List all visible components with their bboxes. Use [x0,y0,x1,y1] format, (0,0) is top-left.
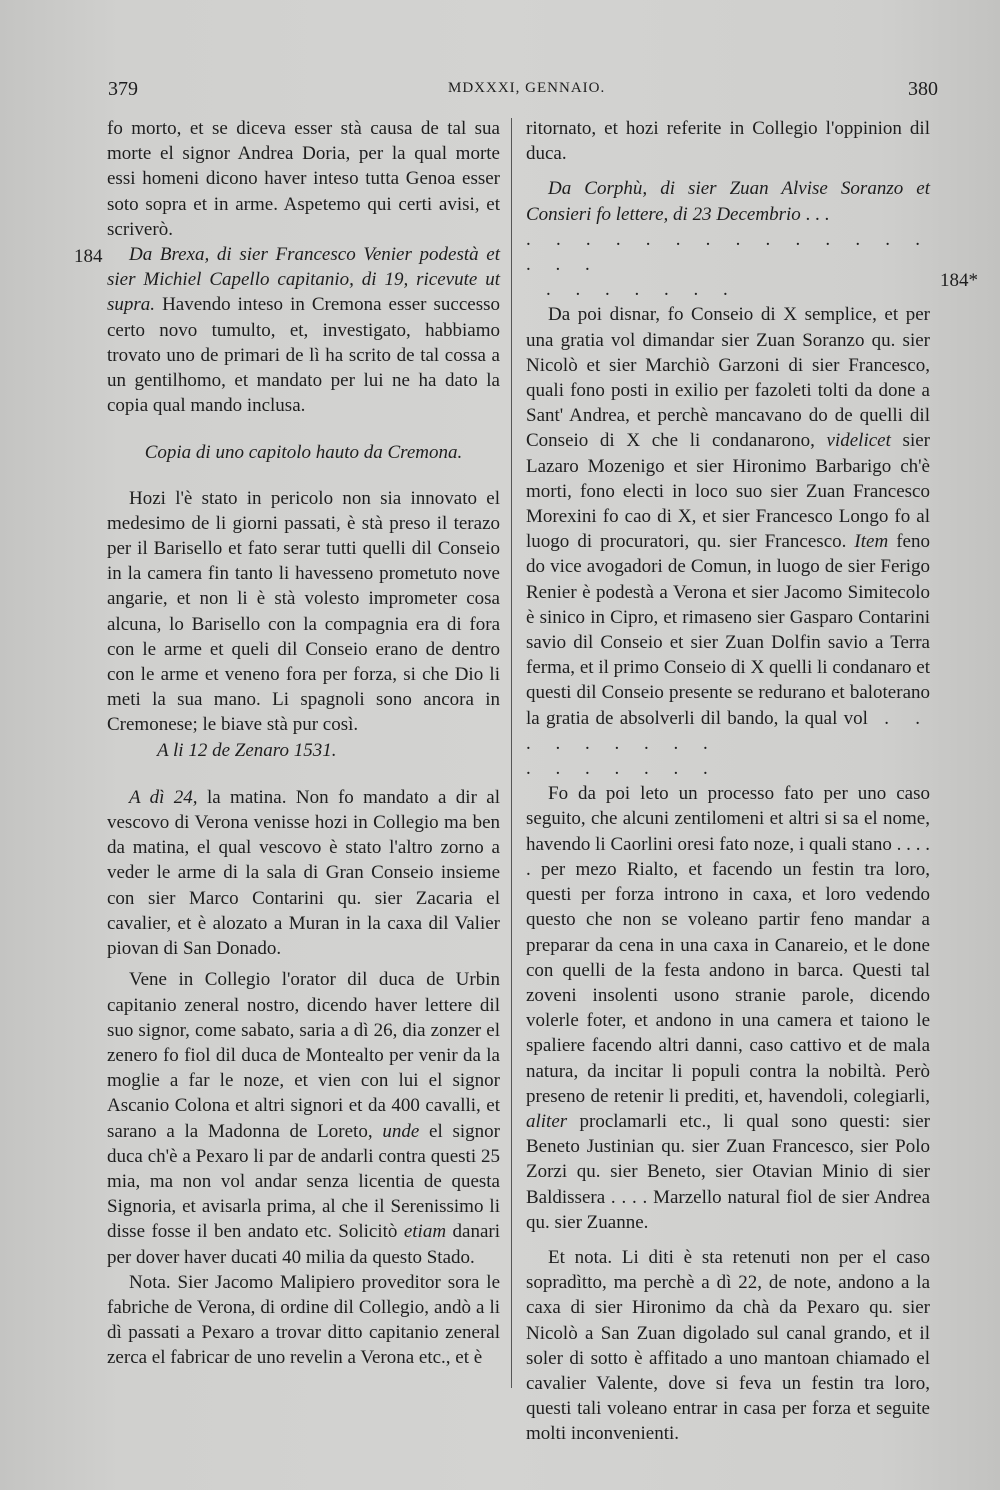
text-run: etiam [403,1221,447,1243]
paragraph [107,967,500,1269]
text-run: danari per dover haver ducati 40 milia da questo Stado. [107,1221,500,1268]
paragraph [107,785,500,961]
running-header [108,78,938,108]
right-column [526,116,930,1447]
text-run: Item [854,531,889,553]
letter-heading: Da Corphù, di sier Zuan Alvise Soranzo et Consieri fo lettere, di 23 Decembrio [526,178,930,225]
text-run: Vene in Collegio l'orator dil duca de Urbin capitanio zeneral nostro, dicendo haver lettere dil suo signor, come sabato, saria a dì 26, dia zonzer el zenero fo fiol dil duca de Montealto per venir da la moglie a far le noze, et vien con lui el signor Ascanio Colona et altri signori et da 400 cavalli, et sarano a la Madonna de Loreto, [107,969,500,1142]
paragraph [526,302,930,756]
paragraph: Nota. Sier Jacomo Malipiero proveditor sora le fabriche de Verona, di ordine dil Collegio, andò a li dì passati a Pexaro a trovar ditto capitanio zeneral zerca el fabricar de uno revelin a Verona etc., et è [107,1271,500,1369]
text-run: la matina. Non fo mandato a dir al vescovo di Verona venisse hozi in Collegio ma ben da matina, el qual vescovo è stato l'altro zorno a veder le arme di la sala di Gran Conseio insieme con sier Marco Contarini qu. sier Zacaria el cavalier, et è alozato a Muran in la caxa dil Valier piovan di San Donado. [107,786,501,960]
page-number-left: 379 [108,78,138,100]
text-run: unde [382,1120,420,1142]
text-run: feno do vice avogadori de Comun, in luogo de sier Ferigo Renier è podestà a Verona et sier Jacomo Simitecolo è sinico in Cipro, et rimaseno sier Gasparo Contarini savio dil Conseio et sier Zuan Dolfin savio a Terra ferma, et il primo Conseio di X quelli li condanaro et questi dil Conseio presente se redurano et baloterano la gratia de absolverli dil bando, la qual vol [526,531,930,729]
text-run: aliter [526,1110,568,1132]
ellipsis-line: . . . . . . . . . . . . . . . . . [526,228,930,276]
date-lead: A dì 24, [129,786,198,808]
ellipsis: . . . . . . . . . [526,707,930,754]
paragraph: Hozi l'è stato in pericolo non sia innovato el medesimo de li giorni passati, è stà preso il terazo per il Barisello et fato serar tutti quelli dil Conseio in la camera fin tanto li havesseno prometuto nove angarie, et non li è stà volesto imprometer cosa alcuna, lo Barisello con la compagnia era di fora con le arme et queli dil Conseio erano de dentro con le arme et veneno fora per forza, si che Dio li meti la sua mano. Li spagnoli sono ancora in Cremonese; le biave stà pur così. [107,487,500,736]
ellipsis-line: . . . . . . . [546,279,738,301]
page-number-right: 380 [908,78,938,100]
ellipsis: . . . [800,203,830,225]
running-head: MDXXXI, GENNAIO. [448,80,606,96]
text-run: proclamarli etc., li qual sono questi: sier Beneto Justinian qu. sier Zuan Francesco, sier Polo Zorzi qu. sier Beneto, sier Otavian Minio di sier Baldissera . . . . Marzello natural fiol de sier Andrea qu. sier Zuanne. [526,1110,930,1233]
margin-note-right: 184* [940,270,978,291]
column-divider [511,118,512,1388]
text-run: Fo da poi leto un processo fato per uno caso seguito, che alcuni zentilomeni et altri si sa el nome, havendo li Caorlini oresi fato noze, i quali stano . . . . . per mezo Rialto, et facendo un festin tra loro, questi per forza introno in caxa, et loro vedendo questo che non se voleano partir feno mandar a preparar da cena in una caxa in Canareio, et le done con quelli de la festa andono in barca. Questi tal zoveni insolenti usono stranie parole, dicendo volerle foter, et andono in una camera et taiono le spaliere facendo altri danni, caso cattivo et de mala natura, da incitar li populi contra la nobiltà. Però preseno de retenir li prediti, et, havendoli, colegiarli, [526,783,930,1107]
text-run: sier Lazaro Mozenigo et sier Hironimo Barbarigo ch'è morti, fono electi in loco suo sier Zuan Francesco Morexini fo cao di X, et sier Francesco Longo fo al luogo di procuratori, qu. sier Francesco. [526,430,930,553]
paragraph [526,781,930,1235]
paragraph [107,242,500,418]
text-run: el signor duca ch'è a Pexaro li par de andarli contra questi 25 mia, ma non vol andar senza licentia de questa Signoria, et avisarla prima, al che il Serenissimo li disse fosse il ben andato etc. Solicitò [107,1120,500,1243]
dateline: A li 12 de Zenaro 1531. [157,739,337,761]
paragraph: Et nota. Li diti è sta retenuti non per el caso sopradìtto, ma perchè a dì 22, de note, andono a la caxa di sier Hironimo da chà da Pexaro qu. sier Nicolò a San Zuan digolado sul canal grando, et il soler di sotto è affitado a uno mantoan chiamado el cavalier Valente, dove si feva un festin tra loro, questi tali voleano entrar in casa per forza et seguite molti inconvenienti. [526,1246,930,1445]
text-run: Havendo inteso in Cremona esser successo certo novo tumulto, et, investigato, habbiamo trovato uno de primari de lì ha scrito de tal cossa a un gentilhomo, et mandato per lui ne ha dato la copia qual mando inclusa. [107,294,500,417]
section-heading: Copia di uno capitolo hauto da Cremona. [144,442,463,464]
paragraph: ritornato, et hozi referite in Collegio l'oppinion dil duca. [526,118,930,165]
paragraph [526,176,930,226]
text-run: videlicet [826,430,891,452]
left-column [107,116,500,1371]
margin-note-left: 184 [74,246,103,267]
letter-heading: Da Brexa, di sier Francesco Venier podestà et sier Michiel Capello capitanio, di 19, ricevute ut supra. [107,244,500,316]
text-run: Da poi disnar, fo Conseio di X semplice, et per una gratia vol dimandar sier Zuan Soranzo qu. sier Nicolò et sier Marchiò Garzoni di sier Francesco, quali fono posti in exilio per fazoleti tolti da done a Sant' Andrea, et perchè mancavano do de quelli dil Conseio di X che li condanarono, [526,304,930,452]
ellipsis-line: . . . . . . . [526,758,718,780]
paragraph: fo morto, et se diceva esser stà causa de tal sua morte el signor Andrea Doria, per la qual morte essi homeni dicono haver inteso tutta Genoa esser soto sopra et in arme. Aspetemo qui certi avisi, et scriverò. [107,118,500,240]
